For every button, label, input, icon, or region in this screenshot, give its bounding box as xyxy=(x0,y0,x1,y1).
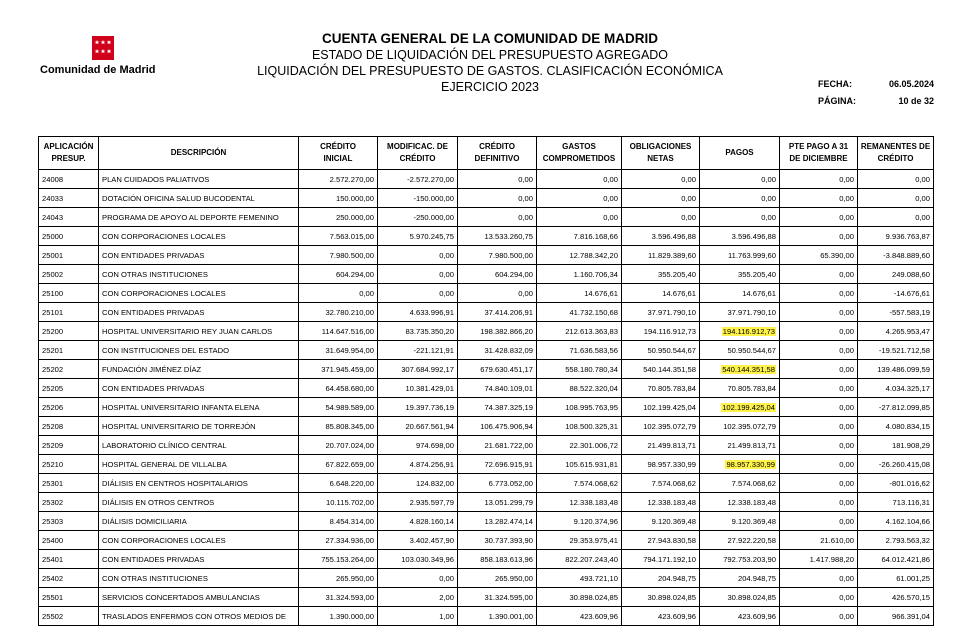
amount-cell: 64.458.680,00 xyxy=(299,379,378,398)
amount-cell: 50.950.544,67 xyxy=(622,341,700,360)
budget-code-cell: 25100 xyxy=(39,284,99,303)
table-row xyxy=(39,360,934,379)
amount-cell: 604.294,00 xyxy=(299,265,378,284)
amount-cell: 822.207.243,40 xyxy=(537,550,622,569)
description-cell: HOSPITAL UNIVERSITARIO DE TORREJÓN xyxy=(99,417,299,436)
amount-cell: 1.417.988,20 xyxy=(780,550,858,569)
amount-cell: 4.034.325,17 xyxy=(858,379,934,398)
amount-cell: 27.943.830,58 xyxy=(622,531,700,550)
amount-cell: 423.609,96 xyxy=(622,607,700,626)
amount-cell: -221.121,91 xyxy=(378,341,458,360)
amount-cell: 0,00 xyxy=(780,189,858,208)
budget-table xyxy=(38,136,934,626)
amount-cell: 0,00 xyxy=(780,493,858,512)
report-subtitle-2: LIQUIDACIÓN DEL PRESUPUESTO DE GASTOS. CLASIFICACIÓN ECONÓMICA xyxy=(257,64,723,78)
amount-cell: 88.522.320,04 xyxy=(537,379,622,398)
budget-code-cell: 24008 xyxy=(39,170,99,189)
amount-cell: -27.812.099,85 xyxy=(858,398,934,417)
budget-code-cell: 25402 xyxy=(39,569,99,588)
amount-cell: 106.475.906,94 xyxy=(458,417,537,436)
amount-cell: 0,00 xyxy=(780,265,858,284)
description-cell: CON CORPORACIONES LOCALES xyxy=(99,227,299,246)
table-row xyxy=(39,569,934,588)
amount-cell: 0,00 xyxy=(378,246,458,265)
report-title: CUENTA GENERAL DE LA COMUNIDAD DE MADRID xyxy=(322,31,658,46)
table-row xyxy=(39,284,934,303)
amount-cell: 250.000,00 xyxy=(299,208,378,227)
amount-cell: 679.630.451,17 xyxy=(458,360,537,379)
madrid-flag-icon xyxy=(92,36,114,60)
table-row xyxy=(39,588,934,607)
description-cell: HOSPITAL GENERAL DE VILLALBA xyxy=(99,455,299,474)
amount-cell: 713.116,31 xyxy=(858,493,934,512)
amount-cell: 966.391,04 xyxy=(858,607,934,626)
amount-cell: -26.260.415,08 xyxy=(858,455,934,474)
amount-cell: 102.395.072,79 xyxy=(700,417,780,436)
column-header: CRÉDITO DEFINITIVO xyxy=(458,137,537,170)
amount-cell: 0,00 xyxy=(458,189,537,208)
description-cell: HOSPITAL UNIVERSITARIO INFANTA ELENA xyxy=(99,398,299,417)
amount-cell: 0,00 xyxy=(378,569,458,588)
report-fiscal-year: EJERCICIO 2023 xyxy=(441,80,539,94)
amount-cell xyxy=(700,360,780,379)
amount-cell: 0,00 xyxy=(458,208,537,227)
amount-cell: 6.648.220,00 xyxy=(299,474,378,493)
table-row xyxy=(39,170,934,189)
amount-cell: 67.822.659,00 xyxy=(299,455,378,474)
description-cell: LABORATORIO CLÍNICO CENTRAL xyxy=(99,436,299,455)
highlighted-amount: 540.144.351,58 xyxy=(722,364,775,374)
amount-cell: 32.780.210,00 xyxy=(299,303,378,322)
amount-cell: 114.647.516,00 xyxy=(299,322,378,341)
amount-cell: 3.402.457,90 xyxy=(378,531,458,550)
table-row xyxy=(39,417,934,436)
amount-cell: 12.788.342,20 xyxy=(537,246,622,265)
amount-cell: 0,00 xyxy=(700,208,780,227)
amount-cell: 0,00 xyxy=(780,170,858,189)
amount-cell: 2,00 xyxy=(378,588,458,607)
amount-cell: 0,00 xyxy=(858,170,934,189)
budget-code-cell: 25208 xyxy=(39,417,99,436)
column-header: APLICACIÓN PRESUP. xyxy=(39,137,99,170)
amount-cell: 355.205,40 xyxy=(700,265,780,284)
amount-cell: 10.115.702,00 xyxy=(299,493,378,512)
budget-code-cell: 25001 xyxy=(39,246,99,265)
budget-code-cell: 25205 xyxy=(39,379,99,398)
amount-cell: 37.414.206,91 xyxy=(458,303,537,322)
amount-cell: 0,00 xyxy=(780,360,858,379)
amount-cell: 74.387.325,19 xyxy=(458,398,537,417)
description-cell: CON OTRAS INSTITUCIONES xyxy=(99,265,299,284)
table-row xyxy=(39,265,934,284)
amount-cell: 5.970.245,75 xyxy=(378,227,458,246)
amount-cell: 0,00 xyxy=(780,208,858,227)
amount-cell: 0,00 xyxy=(780,436,858,455)
amount-cell: 4.828.160,14 xyxy=(378,512,458,531)
amount-cell: 41.732.150,68 xyxy=(537,303,622,322)
amount-cell: 307.684.992,17 xyxy=(378,360,458,379)
amount-cell: 10.381.429,01 xyxy=(378,379,458,398)
amount-cell: 9.120.369,48 xyxy=(700,512,780,531)
amount-cell: 0,00 xyxy=(858,189,934,208)
amount-cell: 102.395.072,79 xyxy=(622,417,700,436)
amount-cell: 27.334.936,00 xyxy=(299,531,378,550)
amount-cell: 21.681.722,00 xyxy=(458,436,537,455)
logo-text: Comunidad de Madrid xyxy=(40,64,156,76)
amount-cell: 0,00 xyxy=(299,284,378,303)
amount-cell: 0,00 xyxy=(537,170,622,189)
budget-code-cell: 24033 xyxy=(39,189,99,208)
amount-cell: 20.707.024,00 xyxy=(299,436,378,455)
amount-cell: 31.428.832,09 xyxy=(458,341,537,360)
amount-cell: 4.874.256,91 xyxy=(378,455,458,474)
amount-cell: 30.898.024,85 xyxy=(700,588,780,607)
amount-cell: 4.162.104,66 xyxy=(858,512,934,531)
amount-cell: 12.338.183,48 xyxy=(622,493,700,512)
amount-cell: 371.945.459,00 xyxy=(299,360,378,379)
amount-cell: 4.265.953,47 xyxy=(858,322,934,341)
amount-cell: 31.324.593,00 xyxy=(299,588,378,607)
budget-code-cell: 25201 xyxy=(39,341,99,360)
amount-cell: 0,00 xyxy=(378,265,458,284)
column-header: GASTOS COMPROMETIDOS xyxy=(537,137,622,170)
amount-cell: 124.832,00 xyxy=(378,474,458,493)
amount-cell: 74.840.109,01 xyxy=(458,379,537,398)
amount-cell: 7.980.500,00 xyxy=(458,246,537,265)
amount-cell: 71.636.583,56 xyxy=(537,341,622,360)
amount-cell: 3.596.496,88 xyxy=(622,227,700,246)
amount-cell: 181.908,29 xyxy=(858,436,934,455)
amount-cell: 103.030.349,96 xyxy=(378,550,458,569)
amount-cell: 792.753.203,90 xyxy=(700,550,780,569)
amount-cell: 9.120.374,96 xyxy=(537,512,622,531)
budget-code-cell: 25206 xyxy=(39,398,99,417)
amount-cell: 13.282.474,14 xyxy=(458,512,537,531)
highlighted-amount: 98.957.330,99 xyxy=(726,459,775,469)
amount-cell: 2.793.563,32 xyxy=(858,531,934,550)
amount-cell: 0,00 xyxy=(622,170,700,189)
amount-cell: 194.116.912,73 xyxy=(622,322,700,341)
amount-cell: 198.382.866,20 xyxy=(458,322,537,341)
table-row xyxy=(39,512,934,531)
amount-cell: 139.486.099,59 xyxy=(858,360,934,379)
highlighted-amount: 194.116.912,73 xyxy=(722,326,775,336)
report-meta xyxy=(818,76,934,110)
amount-cell: 1.160.706,34 xyxy=(537,265,622,284)
page-value: 10 de 32 xyxy=(898,96,934,106)
table-row xyxy=(39,455,934,474)
column-header: REMANENTES DE CRÉDITO xyxy=(858,137,934,170)
amount-cell: 98.957.330,99 xyxy=(622,455,700,474)
amount-cell: 29.353.975,41 xyxy=(537,531,622,550)
amount-cell: 7.980.500,00 xyxy=(299,246,378,265)
description-cell: SERVICIOS CONCERTADOS AMBULANCIAS xyxy=(99,588,299,607)
description-cell: CON OTRAS INSTITUCIONES xyxy=(99,569,299,588)
amount-cell: 0,00 xyxy=(780,379,858,398)
description-cell: FUNDACIÓN JIMÉNEZ DÍAZ xyxy=(99,360,299,379)
amount-cell: 22.301.006,72 xyxy=(537,436,622,455)
table-row xyxy=(39,531,934,550)
amount-cell: 105.615.931,81 xyxy=(537,455,622,474)
amount-cell: 72.696.915,91 xyxy=(458,455,537,474)
amount-cell: 0,00 xyxy=(780,227,858,246)
amount-cell: 0,00 xyxy=(780,417,858,436)
amount-cell: 19.397.736,19 xyxy=(378,398,458,417)
budget-code-cell: 25301 xyxy=(39,474,99,493)
amount-cell: 11.763.999,60 xyxy=(700,246,780,265)
amount-cell: 3.596.496,88 xyxy=(700,227,780,246)
table-row xyxy=(39,474,934,493)
amount-cell: 0,00 xyxy=(780,341,858,360)
amount-cell: 1,00 xyxy=(378,607,458,626)
amount-cell: 21.499.813,71 xyxy=(622,436,700,455)
amount-cell: -150.000,00 xyxy=(378,189,458,208)
description-cell: CON CORPORACIONES LOCALES xyxy=(99,284,299,303)
amount-cell: 204.948,75 xyxy=(700,569,780,588)
budget-code-cell: 25501 xyxy=(39,588,99,607)
amount-cell: 212.613.363,83 xyxy=(537,322,622,341)
amount-cell: 249.088,60 xyxy=(858,265,934,284)
amount-cell: -3.848.889,60 xyxy=(858,246,934,265)
column-header: DESCRIPCIÓN xyxy=(99,137,299,170)
description-cell: TRASLADOS ENFERMOS CON OTROS MEDIOS DE xyxy=(99,607,299,626)
amount-cell: 493.721,10 xyxy=(537,569,622,588)
table-row xyxy=(39,208,934,227)
amount-cell: 0,00 xyxy=(858,208,934,227)
amount-cell: 0,00 xyxy=(622,189,700,208)
column-header: CRÉDITO INICIAL xyxy=(299,137,378,170)
budget-code-cell: 25200 xyxy=(39,322,99,341)
table-row xyxy=(39,341,934,360)
budget-code-cell: 25209 xyxy=(39,436,99,455)
amount-cell: 0,00 xyxy=(780,474,858,493)
amount-cell: 7.816.168,66 xyxy=(537,227,622,246)
amount-cell: 1.390.000,00 xyxy=(299,607,378,626)
amount-cell: 1.390.001,00 xyxy=(458,607,537,626)
amount-cell: 2.572.270,00 xyxy=(299,170,378,189)
page-row xyxy=(818,93,934,110)
amount-cell: 7.563.015,00 xyxy=(299,227,378,246)
amount-cell: 423.609,96 xyxy=(700,607,780,626)
amount-cell: 0,00 xyxy=(780,284,858,303)
amount-cell: 0,00 xyxy=(537,208,622,227)
table-header-row xyxy=(39,137,934,170)
amount-cell: 0,00 xyxy=(700,189,780,208)
amount-cell: 83.735.350,20 xyxy=(378,322,458,341)
budget-code-cell: 25401 xyxy=(39,550,99,569)
budget-code-cell: 25502 xyxy=(39,607,99,626)
amount-cell: 150.000,00 xyxy=(299,189,378,208)
column-header: PAGOS xyxy=(700,137,780,170)
table-row xyxy=(39,550,934,569)
amount-cell: 540.144.351,58 xyxy=(622,360,700,379)
amount-cell: 37.971.790,10 xyxy=(700,303,780,322)
amount-cell: 85.808.345,00 xyxy=(299,417,378,436)
amount-cell: -14.676,61 xyxy=(858,284,934,303)
amount-cell: 2.935.597,79 xyxy=(378,493,458,512)
amount-cell: 61.001,25 xyxy=(858,569,934,588)
amount-cell: 9.120.369,48 xyxy=(622,512,700,531)
amount-cell: 0,00 xyxy=(780,607,858,626)
amount-cell: 30.898.024,85 xyxy=(622,588,700,607)
description-cell: CON ENTIDADES PRIVADAS xyxy=(99,303,299,322)
amount-cell: 794.171.192,10 xyxy=(622,550,700,569)
budget-code-cell: 25101 xyxy=(39,303,99,322)
amount-cell: 7.574.068,62 xyxy=(537,474,622,493)
amount-cell: 30.737.393,90 xyxy=(458,531,537,550)
amount-cell: 0,00 xyxy=(458,170,537,189)
report-header xyxy=(230,30,750,95)
amount-cell: 11.829.389,60 xyxy=(622,246,700,265)
column-header: OBLIGACIONES NETAS xyxy=(622,137,700,170)
amount-cell: 355.205,40 xyxy=(622,265,700,284)
amount-cell: 31.324.595,00 xyxy=(458,588,537,607)
column-header: PTE PAGO A 31 DE DICIEMBRE xyxy=(780,137,858,170)
amount-cell: 65.390,00 xyxy=(780,246,858,265)
page-label: PÁGINA: xyxy=(818,96,856,106)
amount-cell: 0,00 xyxy=(780,512,858,531)
table-row xyxy=(39,246,934,265)
amount-cell: 37.971.790,10 xyxy=(622,303,700,322)
description-cell: CON INSTITUCIONES DEL ESTADO xyxy=(99,341,299,360)
budget-code-cell: 25210 xyxy=(39,455,99,474)
amount-cell: 70.805.783,84 xyxy=(700,379,780,398)
amount-cell: 204.948,75 xyxy=(622,569,700,588)
amount-cell: 7.574.068,62 xyxy=(622,474,700,493)
amount-cell: 755.153.264,00 xyxy=(299,550,378,569)
table-body xyxy=(39,170,934,626)
amount-cell: 0,00 xyxy=(780,588,858,607)
table-row xyxy=(39,379,934,398)
amount-cell: -557.583,19 xyxy=(858,303,934,322)
amount-cell: 70.805.783,84 xyxy=(622,379,700,398)
amount-cell: -250.000,00 xyxy=(378,208,458,227)
amount-cell: 21.610,00 xyxy=(780,531,858,550)
amount-cell: 0,00 xyxy=(700,170,780,189)
table-row xyxy=(39,436,934,455)
amount-cell: 0,00 xyxy=(458,284,537,303)
description-cell: DIÁLISIS EN CENTROS HOSPITALARIOS xyxy=(99,474,299,493)
description-cell: DIÁLISIS DOMICILIARIA xyxy=(99,512,299,531)
amount-cell: 974.698,00 xyxy=(378,436,458,455)
amount-cell: 108.500.325,31 xyxy=(537,417,622,436)
budget-code-cell: 25303 xyxy=(39,512,99,531)
amount-cell: 0,00 xyxy=(780,303,858,322)
table-row xyxy=(39,322,934,341)
description-cell: CON ENTIDADES PRIVADAS xyxy=(99,246,299,265)
amount-cell: 0,00 xyxy=(537,189,622,208)
description-cell: DOTACIÓN OFICINA SALUD BUCODENTAL xyxy=(99,189,299,208)
amount-cell xyxy=(700,455,780,474)
amount-cell: 30.898.024,85 xyxy=(537,588,622,607)
date-row xyxy=(818,76,934,93)
table-row xyxy=(39,607,934,626)
table-row xyxy=(39,227,934,246)
amount-cell: 4.080.834,15 xyxy=(858,417,934,436)
amount-cell xyxy=(700,398,780,417)
amount-cell: -2.572.270,00 xyxy=(378,170,458,189)
description-cell: DIÁLISIS EN OTROS CENTROS xyxy=(99,493,299,512)
amount-cell: 0,00 xyxy=(780,322,858,341)
amount-cell: 14.676,61 xyxy=(537,284,622,303)
amount-cell: 9.936.763,87 xyxy=(858,227,934,246)
amount-cell: 426.570,15 xyxy=(858,588,934,607)
date-value: 06.05.2024 xyxy=(888,79,934,89)
amount-cell: 12.338.183,48 xyxy=(537,493,622,512)
amount-cell: 64.012.421,86 xyxy=(858,550,934,569)
amount-cell: 108.995.763,95 xyxy=(537,398,622,417)
amount-cell: 0,00 xyxy=(378,284,458,303)
budget-code-cell: 25000 xyxy=(39,227,99,246)
budget-code-cell: 25400 xyxy=(39,531,99,550)
amount-cell: 6.773.052,00 xyxy=(458,474,537,493)
budget-code-cell: 24043 xyxy=(39,208,99,227)
date-label: FECHA: xyxy=(818,79,852,89)
budget-code-cell: 25202 xyxy=(39,360,99,379)
amount-cell: 0,00 xyxy=(780,455,858,474)
amount-cell: 265.950,00 xyxy=(458,569,537,588)
table-row xyxy=(39,493,934,512)
amount-cell: -801.016,62 xyxy=(858,474,934,493)
amount-cell: 14.676,61 xyxy=(700,284,780,303)
amount-cell: 858.183.613,96 xyxy=(458,550,537,569)
amount-cell: 4.633.996,91 xyxy=(378,303,458,322)
amount-cell: 20.667.561,94 xyxy=(378,417,458,436)
amount-cell: 14.676,61 xyxy=(622,284,700,303)
amount-cell: 13.051.299,79 xyxy=(458,493,537,512)
amount-cell: 8.454.314,00 xyxy=(299,512,378,531)
description-cell: HOSPITAL UNIVERSITARIO REY JUAN CARLOS xyxy=(99,322,299,341)
column-header: MODIFICAC. DE CRÉDITO xyxy=(378,137,458,170)
amount-cell: 31.649.954,00 xyxy=(299,341,378,360)
description-cell: CON ENTIDADES PRIVADAS xyxy=(99,379,299,398)
table-row xyxy=(39,303,934,322)
amount-cell: -19.521.712,58 xyxy=(858,341,934,360)
table-row xyxy=(39,398,934,417)
amount-cell: 12.338.183,48 xyxy=(700,493,780,512)
description-cell: PLAN CUIDADOS PALIATIVOS xyxy=(99,170,299,189)
highlighted-amount: 102.199.425,04 xyxy=(722,402,775,412)
budget-code-cell: 25002 xyxy=(39,265,99,284)
amount-cell: 0,00 xyxy=(780,569,858,588)
amount-cell: 423.609,96 xyxy=(537,607,622,626)
description-cell: PROGRAMA DE APOYO AL DEPORTE FEMENINO xyxy=(99,208,299,227)
description-cell: CON ENTIDADES PRIVADAS xyxy=(99,550,299,569)
amount-cell: 50.950.544,67 xyxy=(700,341,780,360)
amount-cell: 13.533.260,75 xyxy=(458,227,537,246)
amount-cell: 0,00 xyxy=(622,208,700,227)
amount-cell: 102.199.425,04 xyxy=(622,398,700,417)
amount-cell: 54.989.589,00 xyxy=(299,398,378,417)
amount-cell: 7.574.068,62 xyxy=(700,474,780,493)
amount-cell: 265.950,00 xyxy=(299,569,378,588)
budget-code-cell: 25302 xyxy=(39,493,99,512)
amount-cell: 0,00 xyxy=(780,398,858,417)
amount-cell: 21.499.813,71 xyxy=(700,436,780,455)
table-row xyxy=(39,189,934,208)
amount-cell: 27.922.220,58 xyxy=(700,531,780,550)
amount-cell: 558.180.780,34 xyxy=(537,360,622,379)
amount-cell: 604.294,00 xyxy=(458,265,537,284)
amount-cell xyxy=(700,322,780,341)
report-subtitle-1: ESTADO DE LIQUIDACIÓN DEL PRESUPUESTO AGREGADO xyxy=(311,48,669,62)
description-cell: CON CORPORACIONES LOCALES xyxy=(99,531,299,550)
